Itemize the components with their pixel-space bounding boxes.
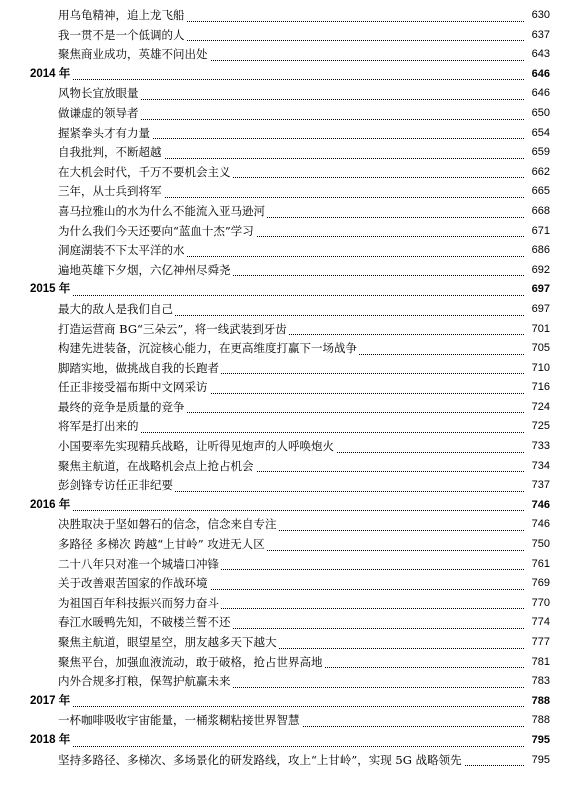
entry-title: 为祖国百年科技振兴而努力奋斗 [58,594,221,614]
page-number: 724 [524,398,550,418]
page-number: 654 [524,124,550,144]
entry-title: 聚焦主航道，眼望星空，朋友越多天下越大 [58,633,279,653]
entry-title: 构建先进装备，沉淀核心能力，在更高维度打赢下一场战争 [58,339,359,359]
toc-entry[interactable] [30,339,550,359]
toc-entry[interactable] [30,672,550,692]
toc-entry[interactable] [30,378,550,398]
entry-title: 坚持多路径、多梯次、多场景化的研发路线，攻上“上甘岭”，实现 5G 战略领先 [58,751,464,771]
toc-entry[interactable] [30,555,550,575]
year-title: 2014 年 [30,65,72,85]
entry-title: 一杯咖啡吸收宇宙能量，一桶浆糊粘接世界智慧 [58,711,302,731]
dot-leader [30,510,528,511]
year-title: 2018 年 [30,731,72,751]
toc-year-heading[interactable] [30,496,550,516]
page-number: 686 [524,241,550,261]
toc-entry[interactable] [30,143,550,163]
entry-title: 遍地英雄下夕烟，六亿神州尽舜尧 [58,261,233,281]
page-number: 725 [524,417,550,437]
page-number: 769 [524,574,550,594]
year-title: 2017 年 [30,692,72,712]
dot-leader [30,79,528,80]
page-number: 705 [524,339,550,359]
toc-entry[interactable] [30,437,550,457]
entry-title: 为什么我们今天还要向“蓝血十杰”学习 [58,222,256,242]
toc-entry[interactable] [30,398,550,418]
page-number: 646 [524,84,550,104]
page-number: 737 [524,476,550,496]
toc-entry[interactable] [30,26,550,46]
entry-title: 用乌龟精神，追上龙飞船 [58,6,187,26]
dot-leader [30,746,528,747]
toc-entry[interactable] [30,202,550,222]
page-number: 643 [524,45,550,65]
entry-title: 风物长宜放眼量 [58,84,141,104]
entry-title: 二十八年只对准一个城墙口冲锋 [58,555,221,575]
entry-title: 春江水暖鸭先知，不破楼兰誓不还 [58,613,233,633]
entry-title: 聚焦商业成功，英雄不问出处 [58,45,210,65]
page-number: 692 [524,261,550,281]
page-number: 788 [524,692,550,712]
page-number: 733 [524,437,550,457]
toc-entry[interactable] [30,163,550,183]
page-number: 774 [524,613,550,633]
page-number: 630 [524,6,550,26]
entry-title: 聚焦平台，加强血液流动，敢于破格，抢占世界高地 [58,653,325,673]
page-number: 746 [524,515,550,535]
entry-title: 小国要率先实现精兵战略，让听得见炮声的人呼唤炮火 [58,437,336,457]
entry-title: 打造运营商 BG“三朵云”，将一线武装到牙齿 [58,320,289,340]
toc-entry[interactable] [30,182,550,202]
toc-entry[interactable] [30,613,550,633]
page-number: 665 [524,182,550,202]
toc-entry[interactable] [30,261,550,281]
entry-title: 内外合规多打粮，保驾护航赢未来 [58,672,233,692]
page-number: 650 [524,104,550,124]
dot-leader [30,706,528,707]
toc-year-heading[interactable] [30,65,550,85]
toc-entry[interactable] [30,417,550,437]
page-number: 795 [524,751,550,771]
entry-title: 将军是打出来的 [58,417,141,437]
entry-title: 多路径 多梯次 跨越“上甘岭” 攻进无人区 [58,535,267,555]
toc-entry[interactable] [30,359,550,379]
toc-entry[interactable] [30,457,550,477]
entry-title: 洞庭湖装不下太平洋的水 [58,241,187,261]
toc-year-heading[interactable] [30,692,550,712]
entry-title: 最终的竞争是质量的竞争 [58,398,187,418]
entry-title: 决胜取决于坚如磐石的信念，信念来自专注 [58,515,279,535]
entry-title: 自我批判，不断超越 [58,143,164,163]
page-number: 770 [524,594,550,614]
toc-entry[interactable] [30,241,550,261]
toc-entry[interactable] [30,124,550,144]
page-number: 659 [524,143,550,163]
toc-entry[interactable] [30,574,550,594]
page-number: 746 [524,496,550,516]
toc-entry[interactable] [30,320,550,340]
toc-entry[interactable] [30,633,550,653]
toc-entry[interactable] [30,535,550,555]
toc-entry[interactable] [30,84,550,104]
toc-entry[interactable] [30,711,550,731]
page-number: 788 [524,711,550,731]
page-number: 710 [524,359,550,379]
page-number: 783 [524,672,550,692]
page-number: 795 [524,731,550,751]
entry-title: 彭剑锋专访任正非纪要 [58,476,175,496]
page-number: 701 [524,320,550,340]
toc-entry[interactable] [30,6,550,26]
toc-entry[interactable] [30,45,550,65]
page-number: 761 [524,555,550,575]
toc-entry[interactable] [30,515,550,535]
toc-entry[interactable] [30,751,550,771]
table-of-contents [30,6,550,770]
toc-year-heading[interactable] [30,731,550,751]
page-number: 637 [524,26,550,46]
page-number: 697 [524,280,550,300]
page-number: 750 [524,535,550,555]
page-number: 781 [524,653,550,673]
entry-title: 在大机会时代，千万不要机会主义 [58,163,233,183]
dot-leader [30,295,528,296]
entry-title: 最大的敌人是我们自己 [58,300,175,320]
entry-title: 脚踏实地，做挑战自我的长跑者 [58,359,221,379]
toc-entry[interactable] [30,222,550,242]
page-number: 716 [524,378,550,398]
entry-title: 三年，从士兵到将军 [58,182,164,202]
entry-title: 任正非接受福布斯中文网采访 [58,378,210,398]
page-number: 671 [524,222,550,242]
page-number: 777 [524,633,550,653]
entry-title: 聚焦主航道，在战略机会点上抢占机会 [58,457,256,477]
page-number: 697 [524,300,550,320]
entry-title: 关于改善艰苦国家的作战环境 [58,574,210,594]
entry-title: 做谦虚的领导者 [58,104,141,124]
page-number: 668 [524,202,550,222]
toc-entry[interactable] [30,653,550,673]
toc-entry[interactable] [30,300,550,320]
toc-year-heading[interactable] [30,280,550,300]
toc-entry[interactable] [30,476,550,496]
page-number: 646 [524,65,550,85]
year-title: 2016 年 [30,496,72,516]
entry-title: 握紧拳头才有力量 [58,124,152,144]
toc-entry[interactable] [30,104,550,124]
page-number: 662 [524,163,550,183]
year-title: 2015 年 [30,280,72,300]
page-number: 734 [524,457,550,477]
entry-title: 我一贯不是一个低调的人 [58,26,187,46]
toc-entry[interactable] [30,594,550,614]
entry-title: 喜马拉雅山的水为什么不能流入亚马逊河 [58,202,267,222]
